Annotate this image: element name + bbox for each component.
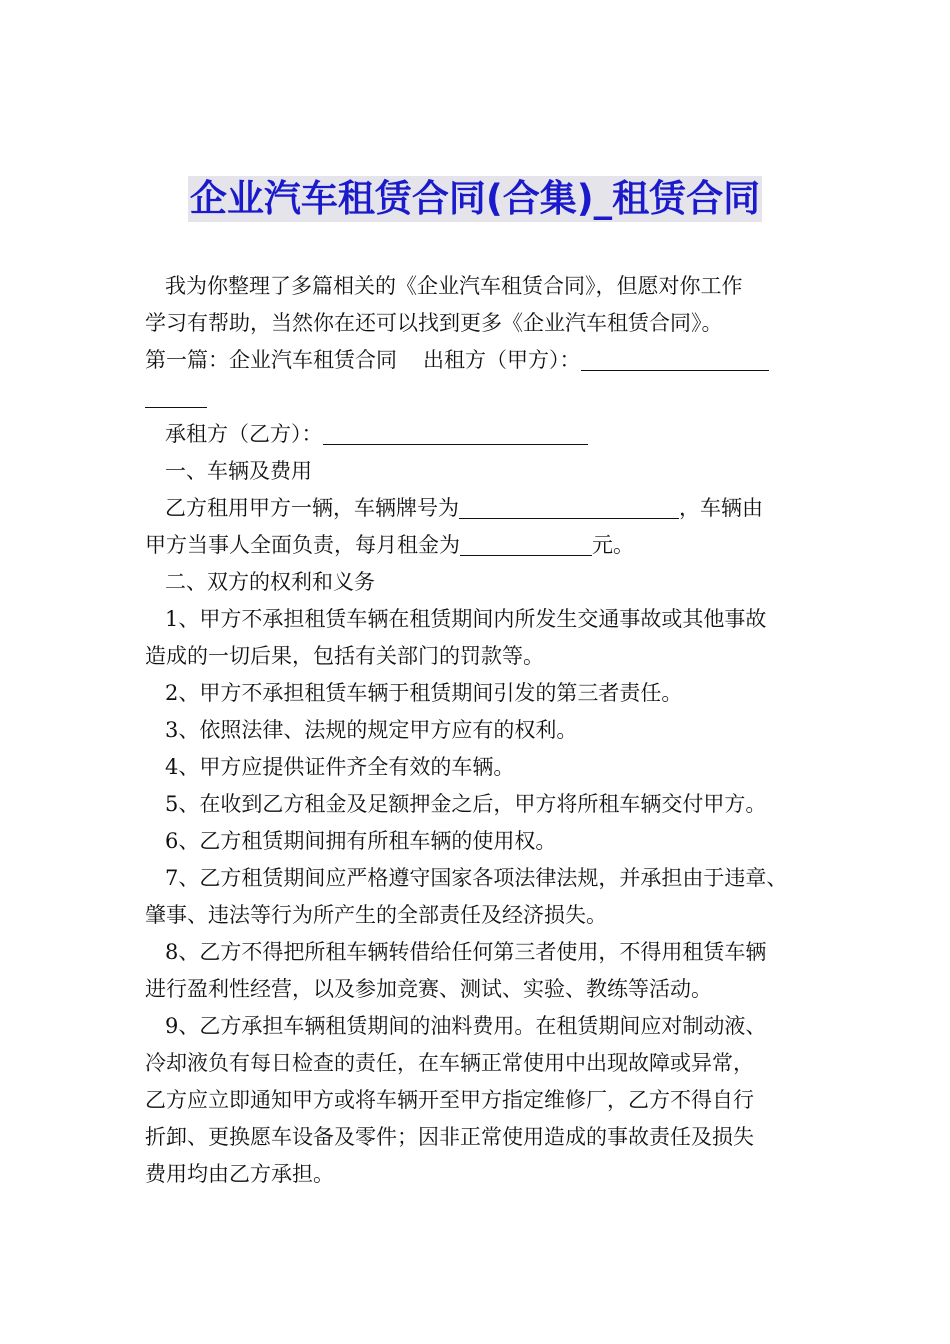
lessor-blank [581, 346, 769, 371]
lessee-blank [323, 420, 588, 445]
clause-5: 5、在收到乙方租金及足额押金之后，甲方将所租车辆交付甲方。 [165, 792, 767, 816]
plate-text-end: ，车辆由 [679, 496, 763, 520]
lessor-label: 出租方（甲方）： [423, 348, 581, 372]
clause-3: 3、依照法律、法规的规定甲方应有的权利。 [165, 718, 578, 742]
lessor-blank-continued [145, 383, 207, 408]
lessee-line [145, 416, 810, 453]
rent-unit: 元。 [592, 533, 634, 557]
rent-text: 甲方当事人全面负责，每月租金为 [145, 533, 460, 557]
clause-8-line-1: 8、乙方不得把所租车辆转借给任何第三者使用，不得用租赁车辆 [165, 940, 767, 964]
clause-9-line-4: 折卸、更换愿车设备及零件；因非正常使用造成的事故责任及损失 [145, 1125, 754, 1149]
clause-2: 2、甲方不承担租赁车辆于租赁期间引发的第三者责任。 [165, 681, 683, 705]
clause-7-line-1: 7、乙方租赁期间应严格遵守国家各项法律法规，并承担由于违章、 [165, 866, 788, 890]
clause-8-line-2: 进行盈利性经营，以及参加竞赛、测试、实验、教练等活动。 [145, 977, 712, 1001]
clause-9-line-2: 冷却液负有每日检查的责任，在车辆正常使用中出现故障或异常， [145, 1051, 754, 1075]
monthly-rent-blank [460, 531, 592, 556]
section-1-line-1 [145, 490, 810, 527]
section-1-heading: 一、车辆及费用 [165, 459, 312, 483]
lessee-label: 承租方（乙方）： [165, 422, 323, 446]
first-article-heading: 第一篇：企业汽车租赁合同 [145, 348, 397, 372]
intro-line-1: 我为你整理了多篇相关的《企业汽车租赁合同》，但愿对你工作 [165, 274, 743, 298]
plate-number-blank [459, 494, 679, 519]
lessor-blank-continued-line [145, 379, 810, 416]
document-title: 企业汽车租赁合同(合集)_租赁合同 [189, 177, 761, 220]
section-1-line-2 [145, 527, 810, 564]
intro-line-2: 学习有帮助，当然你在还可以找到更多《企业汽车租赁合同》。 [145, 311, 723, 335]
section-2-heading: 二、双方的权利和义务 [165, 570, 375, 594]
clause-1-line-1: 1、甲方不承担租赁车辆在租赁期间内所发生交通事故或其他事故 [165, 607, 767, 631]
clause-1-line-2: 造成的一切后果，包括有关部门的罚款等。 [145, 644, 544, 668]
clause-9-line-1: 9、乙方承担车辆租赁期间的油料费用。在租赁期间应对制动液、 [165, 1014, 767, 1038]
clause-9-line-3: 乙方应立即通知甲方或将车辆开至甲方指定维修厂，乙方不得自行 [145, 1088, 754, 1112]
document-body [145, 268, 810, 1193]
clause-4: 4、甲方应提供证件齐全有效的车辆。 [165, 755, 515, 779]
first-article-line [145, 342, 810, 379]
title-container [0, 176, 950, 222]
clause-6: 6、乙方租赁期间拥有所租车辆的使用权。 [165, 829, 557, 853]
plate-text: 乙方租用甲方一辆，车辆牌号为 [165, 496, 459, 520]
clause-9-line-5: 费用均由乙方承担。 [145, 1162, 334, 1186]
clause-7-line-2: 肇事、违法等行为所产生的全部责任及经济损失。 [145, 903, 607, 927]
